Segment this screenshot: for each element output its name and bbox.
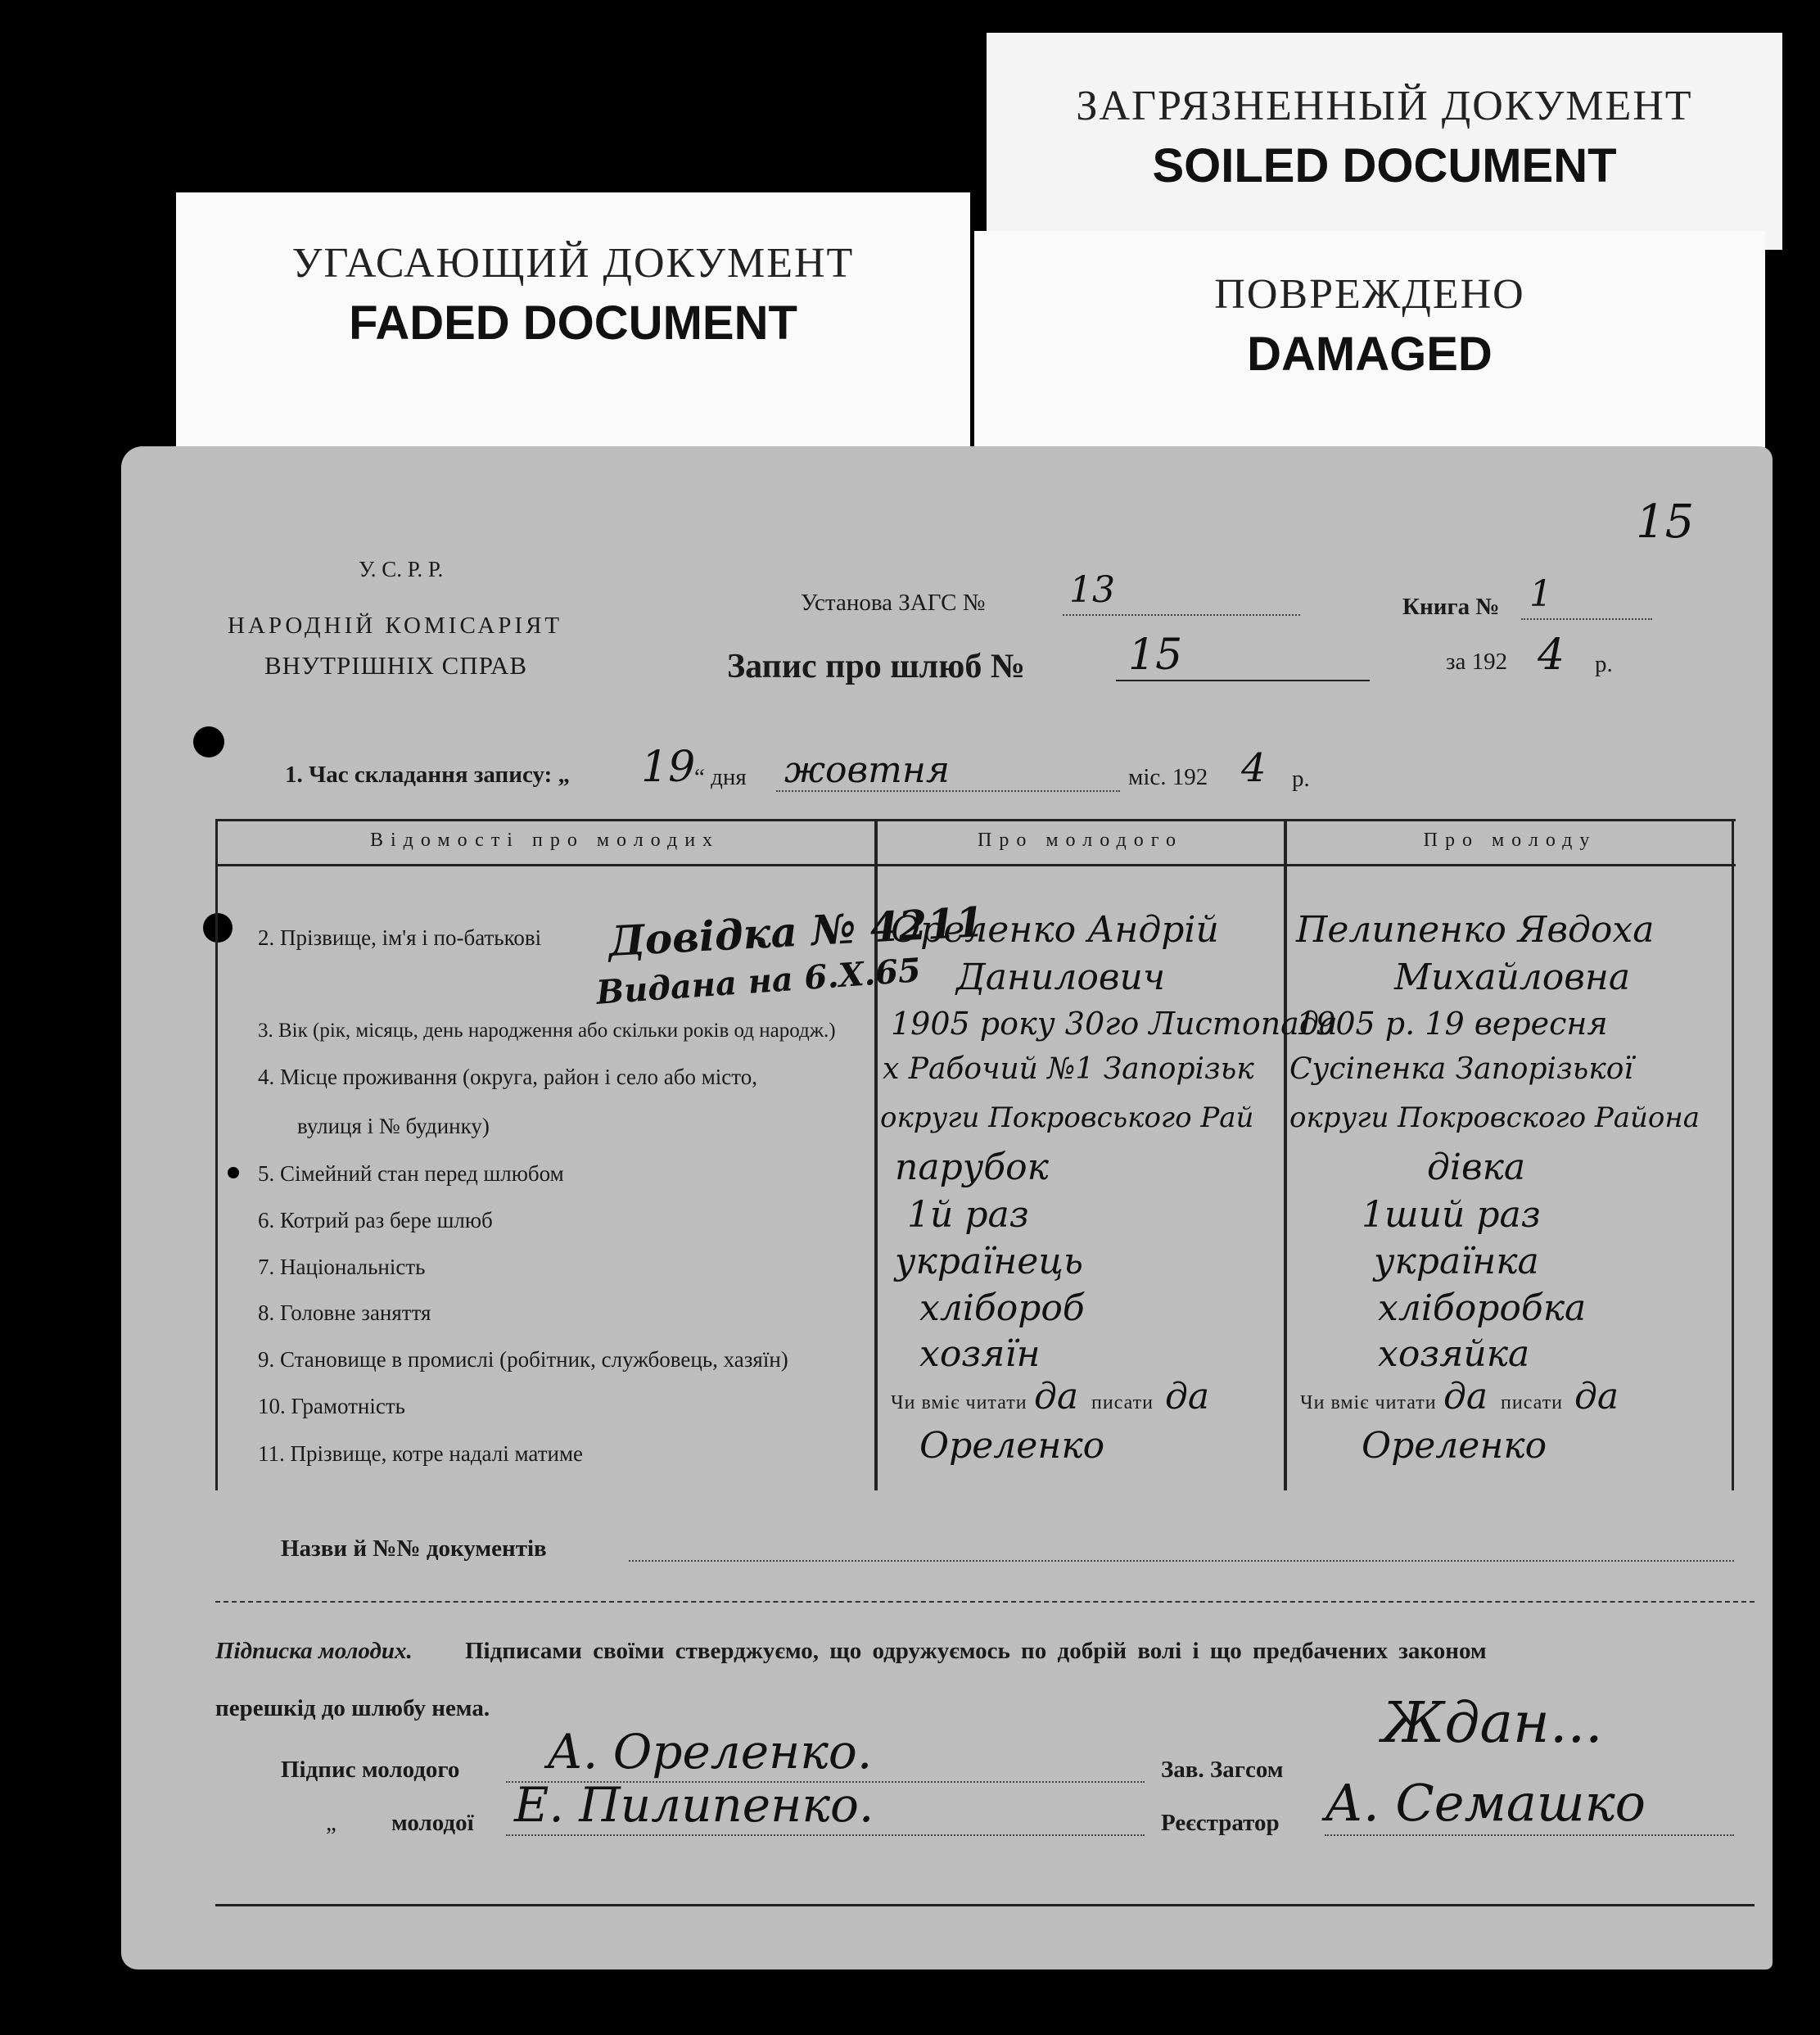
bride-position: хозяйка	[1378, 1333, 1530, 1375]
faded-label-en: FADED DOCUMENT	[349, 296, 797, 350]
details-table	[215, 819, 1736, 1490]
damaged-label-en: DAMAGED	[1247, 328, 1493, 381]
page-number: 15	[1636, 495, 1695, 549]
registrar-label: Реєстратор	[1161, 1810, 1280, 1836]
oath-text: Підписами своїми стверджуємо, що одружуємось по добрій волі і що предбачених законом	[465, 1638, 1487, 1664]
head-signature: Ждан...	[1382, 1691, 1603, 1756]
groom-signature-label: Підпис молодого	[281, 1757, 460, 1783]
office-number: 13	[1069, 569, 1115, 611]
bride-future-surname: Ореленко	[1362, 1425, 1547, 1467]
row-label-marriage-count: 6. Котрий раз бере шлюб	[258, 1208, 493, 1232]
bride-marital-status: дівка	[1427, 1146, 1526, 1188]
record-label: Запис про шлюб №	[727, 648, 1026, 685]
marriage-record-form	[121, 446, 1773, 1969]
bride-marriage-count: 1ший раз	[1362, 1194, 1541, 1236]
soiled-label-ru: ЗАГРЯЗНЕННЫЙ ДОКУМЕНТ	[1076, 83, 1693, 129]
entry-day: 19	[641, 743, 696, 792]
entry-year: 4	[1241, 745, 1267, 791]
bride-signature-label: молодої	[391, 1810, 474, 1836]
entry-month: жовтня	[784, 749, 950, 791]
bride-residence: Сусіпенка Запорізької	[1289, 1052, 1633, 1086]
groom-occupation: хлібороб	[919, 1287, 1085, 1329]
bride-signature-prefix: „	[326, 1810, 336, 1836]
year-value: 4	[1538, 631, 1565, 680]
country-heading: У. С. Р. Р.	[359, 557, 444, 581]
oath-text-2: перешкід до шлюбу нема.	[215, 1695, 490, 1721]
bride-patronymic: Михайловна	[1394, 956, 1631, 998]
groom-marriage-count: 1й раз	[907, 1194, 1029, 1236]
registrar-signature: А. Семашко	[1325, 1773, 1646, 1833]
bride-nationality: українка	[1374, 1241, 1539, 1282]
bride-literacy-write-label: писати	[1501, 1392, 1563, 1413]
col-header-info: Відомості про молодих	[369, 830, 720, 851]
groom-literacy-write-label: писати	[1091, 1392, 1154, 1413]
book-label: Книга №	[1402, 594, 1500, 620]
entry-day-label: “ дня	[694, 764, 747, 790]
bride-birth: 1905 р. 19 вересня	[1296, 1006, 1608, 1042]
bride-residence-2: округи Покровского Района	[1289, 1101, 1700, 1134]
faded-document-card	[176, 192, 970, 487]
entry-year-suffix: р.	[1292, 766, 1310, 792]
entry-month-label: міс. 192	[1128, 764, 1208, 790]
row-label-residence-2: вулиця і № будинку)	[297, 1114, 490, 1138]
groom-birth: 1905 року 30го Листопада	[891, 1006, 1338, 1042]
groom-signature: А. Ореленко.	[547, 1724, 873, 1779]
groom-residence-2: округи Покровського Рай	[880, 1101, 1254, 1134]
row-label-residence: 4. Місце проживання (округа, район і село або місто,	[258, 1065, 757, 1089]
oath-title: Підписка молодих.	[215, 1638, 413, 1664]
col-header-groom: Про молодого	[978, 830, 1183, 851]
damaged-label-ru: ПОВРЕЖДЕНО	[1214, 271, 1525, 318]
row-label-marital-status: 5. Сімейний стан перед шлюбом	[258, 1161, 564, 1186]
year-suffix: р.	[1595, 651, 1613, 677]
row-label-literacy: 10. Грамотність	[258, 1394, 405, 1418]
row-label-future-surname: 11. Прізвище, котре надалі матиме	[258, 1441, 584, 1466]
row-label-occupation: 8. Головне заняття	[258, 1300, 431, 1325]
bride-occupation: хліборобка	[1378, 1287, 1587, 1329]
row-label-name: 2. Прізвище, ім'я і по-батькові	[258, 925, 542, 950]
col-header-bride: Про молоду	[1423, 830, 1597, 851]
faded-label-ru: УГАСАЮЩИЙ ДОКУМЕНТ	[291, 240, 855, 287]
bride-literacy-read: да	[1443, 1376, 1488, 1418]
groom-future-surname: Ореленко	[919, 1425, 1105, 1467]
year-label: за 192	[1446, 649, 1508, 675]
ministry-heading-2: ВНУТРІШНІХ СПРАВ	[264, 651, 528, 680]
groom-literacy-read: да	[1034, 1376, 1079, 1418]
groom-nationality: українець	[895, 1241, 1083, 1282]
documents-label: Назви й №№ документів	[281, 1535, 547, 1562]
groom-position: хозяїн	[919, 1333, 1041, 1375]
groom-name: Ореленко Андрій	[891, 909, 1219, 951]
groom-patronymic: Данилович	[956, 956, 1166, 998]
ministry-heading: НАРОДНІЙ КОМІСАРІЯТ	[228, 613, 563, 639]
bride-name: Пелипенко Явдоха	[1296, 909, 1655, 951]
bride-literacy-read-label: Чи вміє читати	[1300, 1392, 1437, 1413]
entry-time-label: 1. Час складання запису: „	[285, 762, 570, 788]
bride-literacy-write: да	[1574, 1376, 1619, 1418]
soiled-document-card	[987, 33, 1782, 250]
groom-literacy-write: да	[1165, 1376, 1210, 1418]
certificate-annotation: Довідка № 4211	[607, 898, 986, 965]
soiled-label-en: SOILED DOCUMENT	[1152, 139, 1617, 192]
book-number: 1	[1529, 573, 1552, 615]
groom-marital-status: парубок	[895, 1146, 1049, 1188]
bride-signature: Е. Пилипенко.	[514, 1777, 874, 1833]
record-number: 15	[1128, 631, 1183, 680]
row-label-nationality: 7. Національність	[258, 1255, 426, 1279]
row-label-position: 9. Становище в промислі (робітник, службовець, хазяїн)	[258, 1347, 788, 1372]
groom-residence: х Рабочий №1 Запорізьк	[883, 1052, 1254, 1086]
groom-literacy-read-label: Чи вміє читати	[891, 1392, 1027, 1413]
certificate-annotation-2: Видана на 6.X.65	[594, 951, 923, 1012]
row-label-age: 3. Вік (рік, місяць, день народження або скільки років од народж.)	[258, 1020, 836, 1042]
office-label: Установа ЗАГС №	[801, 590, 986, 616]
punch-hole	[193, 726, 224, 757]
head-signature-label: Зав. Загсом	[1161, 1757, 1284, 1783]
